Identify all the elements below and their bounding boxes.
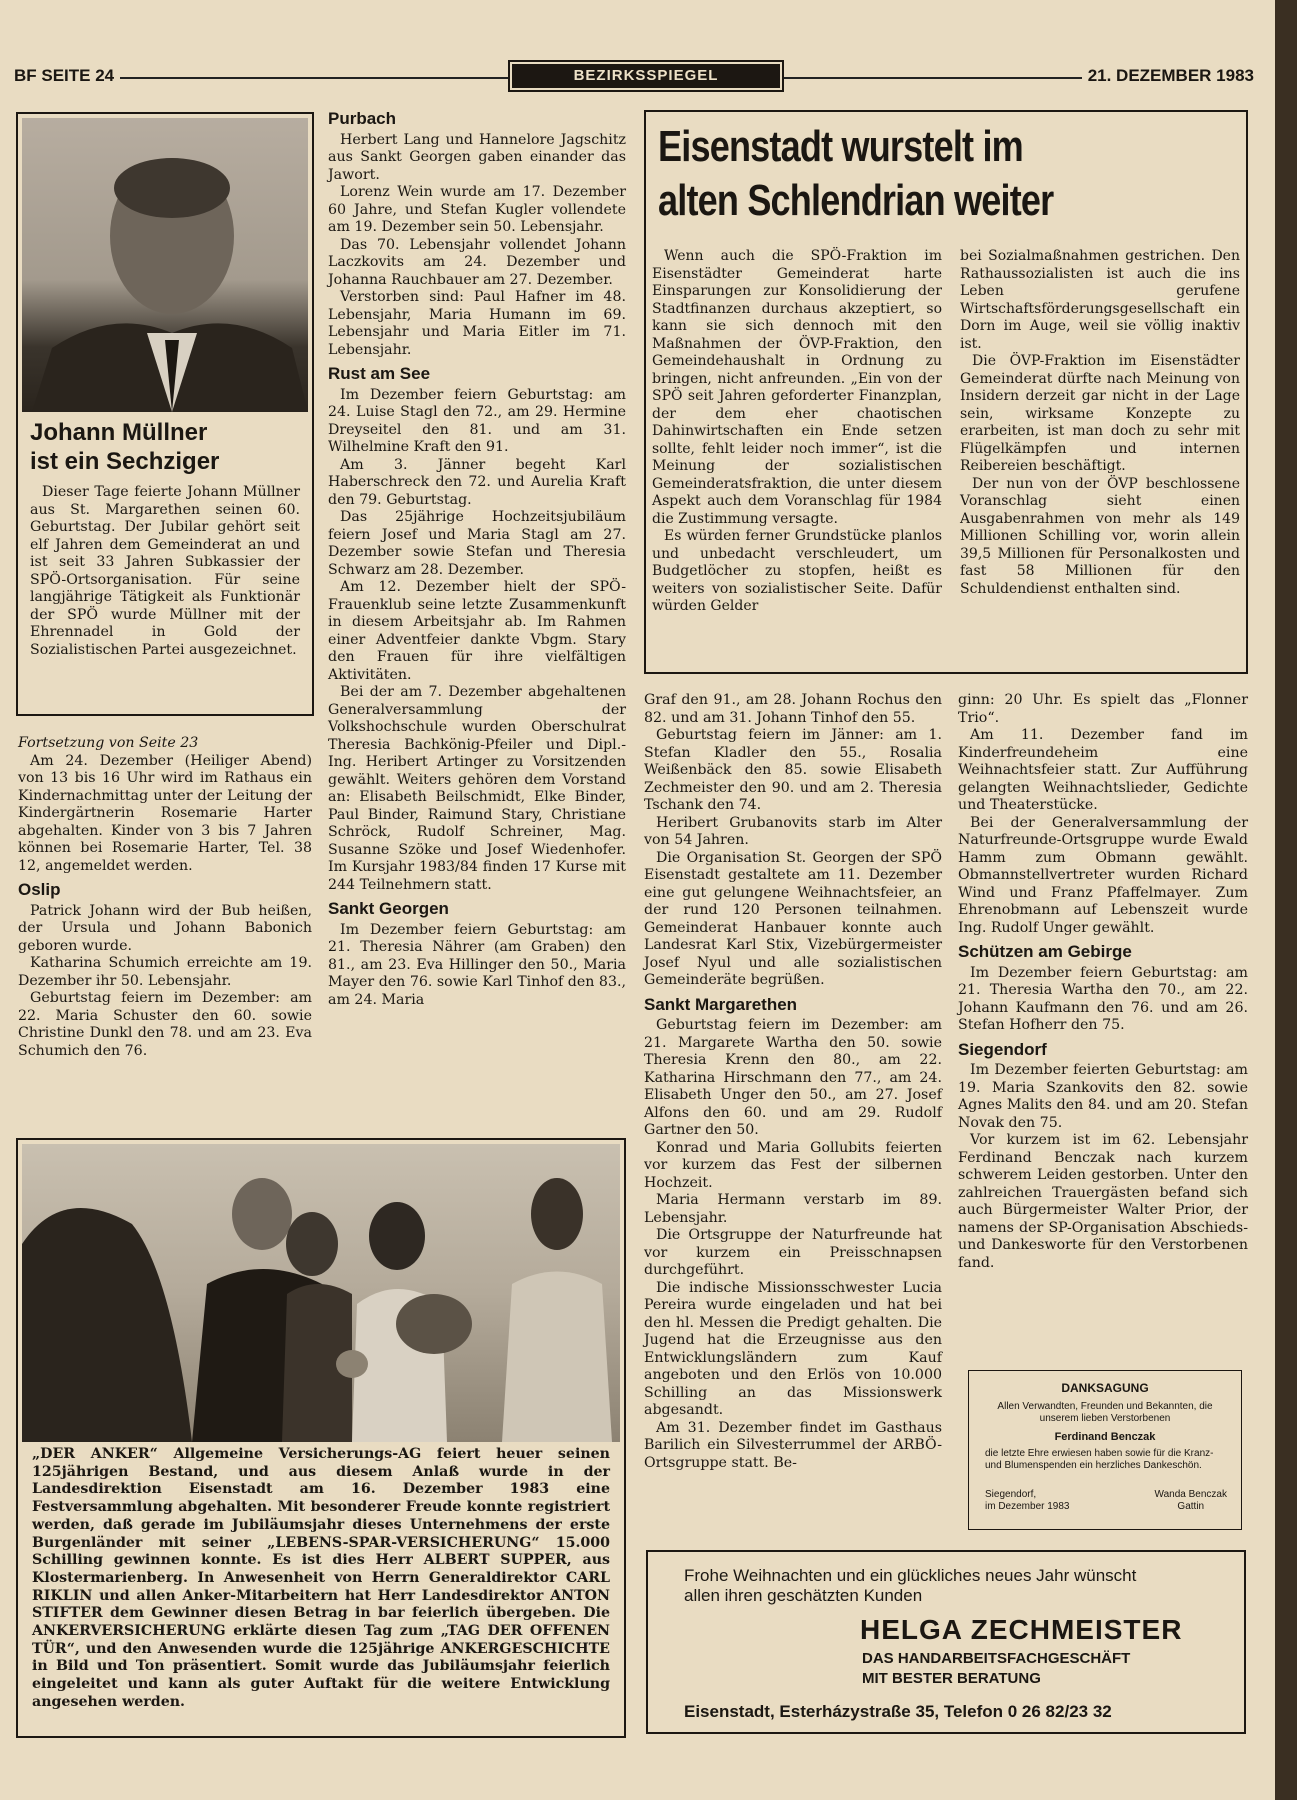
column-4 bbox=[958, 692, 1248, 1272]
col4-p3: Bei der Generalversammlung der Naturfreunde-Ortsgruppe wurde Ewald Hamm zum Obmann gewählt. Obmannstellvertreter wurden Richard Wind und Franz Pfaffelmayer. Zum Ehrenobmann auf Lebenszeit wurde Ing. Rudolf Unger gewählt. bbox=[958, 814, 1248, 936]
ad-shop-name: HELGA ZECHMEISTER bbox=[860, 1614, 1183, 1645]
danksagung-line1: Allen Verwandten, Freunden und Bekannten, die unserem lieben Verstorbenen bbox=[997, 1401, 1213, 1424]
rust-p3: Das 25jährige Hochzeitsjubiläum feiern Josef und Maria Stagl am 27. Dezember sowie Stefan und Theresia Schwarz am 28. Dezember. bbox=[328, 509, 626, 578]
rust-p5: Bei der am 7. Dezember abgehaltenen Generalversammlung der Volkshochschule wurden Oberschulrat Theresia Bachkönig-Pfeiler und Dipl.-Ing. Heribert Artinger zu Vorsitzenden gewählt. Weiters gehören dem Vorstand an: Elisabeth Beilschmidt, Elke Binder, Paul Binder, Raimund Stary, Christiane Schröck, Rudolf Schreiner, Mag. Susanne Szöke und Josef Wiedenhofer. Im Kursjahr 1983/84 finden 17 Kurse mit 244 Teilnehmern statt. bbox=[328, 684, 626, 893]
margarethen-p1: Geburtstag feiern im Dezember: am 21. Margarete Wartha den 50. sowie Theresia Krenn den 80., am 22. Katharina Hirschmann den 77., am 24. Elisabeth Unger den 50., am 27. Josef Alfons den 60. und am 29. Rudolf Gartner den 50. bbox=[644, 1017, 942, 1138]
danksagung-date: im Dezember 1983 bbox=[985, 1501, 1070, 1512]
feature-left-p2: Es würden ferner Grundstücke planlos und unbedacht verschleudert, um Budgetlöcher zu stopfen, heißt es weiters von sozialistischer Seite. Dafür würden Gelder bbox=[652, 528, 942, 614]
margarethen-p6: Am 31. Dezember findet im Gasthaus Barilich ein Silvesterrummel der ARBÖ-Ortsgruppe statt. Be- bbox=[644, 1419, 942, 1471]
photo-caption: „DER ANKER“ Allgemeine Versicherungs-AG feiert heuer seinen 125jährigen Bestand, und aus diesem Anlaß wurde in der Landesdirektion Eisenstadt am 16. Dezember 1983 eine Festversammlung abgehalten. Mit besonderer Freude konnte registriert werden, daß gerade im Jubiläumsjahr dieses Unternehmens der erste Burgenländer mit seiner „LEBENS-SPAR-VERSICHERUNG“ 15.000 Schilling gewinnen konnte. Es ist dies Herr ALBERT SUPPER, aus Klostermarienberg. In Anwesenheit von Herrn Generaldirektor CARL RIKLIN und allen Anker-Mitarbeitern hat Herr Landesdirektor ANTON STIFTER dem Gewinner diesen Betrag in bar feierlich übergeben. Die ANKERVERSICHERUNG erklärte diesen Tag zum „TAG DER OFFENEN TÜR“, und den Anwesenden wurde die 125jährige ANKERGESCHICHTE in Bild und Ton präsentiert. Somit wurde das Jubiläumsjahr feierlich eingeleitet und kann als guter Auftakt für die weitere Entwicklung angesehen werden. bbox=[32, 1446, 610, 1710]
oslip-heading: Oslip bbox=[18, 880, 61, 899]
column-1 bbox=[18, 735, 312, 1060]
rust-p2: Am 3. Jänner begeht Karl Haberschreck den 72. und Aurelia Kraft den 79. Geburtstag. bbox=[328, 456, 626, 508]
rust-p1: Im Dezember feiern Geburtstag: am 24. Luise Stagl den 72., am 29. Hermine Dreyseitel den 81. und am 31. Wilhelmine Kraft den 91. bbox=[328, 386, 626, 455]
purbach-p2: Lorenz Wein wurde am 17. Dezember 60 Jahre, und Stefan Kugler vollendete am 19. Dezember sein 50. Lebensjahr. bbox=[328, 184, 626, 235]
col3-p3: Heribert Grubanovits starb im Alter von 54 Jahren. bbox=[644, 814, 942, 848]
col4-p2: Am 11. Dezember fand im Kinderfreundeheim eine Weihnachtsfeier statt. Zur Aufführung gelangten Weihnachtslieder, Gedichte und Theaterstücke. bbox=[958, 727, 1248, 813]
georgen-heading: Sankt Georgen bbox=[328, 899, 449, 918]
column-3 bbox=[644, 692, 942, 1472]
profile-title-line2: ist ein Sechziger bbox=[30, 448, 220, 475]
profile-body: Dieser Tage feierte Johann Müllner aus St. Margarethen seinen 60. Geburtstag. Der Jubilar gehört seit elf Jahren dem Gemeinderat an und ist seit 33 Jahren Subkassier der SPÖ-Ortsorganisation. Für seine langjährige Tätigkeit als Funktionär der SPÖ wurde Müllner mit der Ehrennadel in Gold der Sozialistischen Partei ausgezeichnet. bbox=[30, 484, 300, 658]
danksagung-signer: Wanda Benczak bbox=[1154, 1489, 1227, 1500]
ad-greeting-line2: allen ihren geschätzten Kunden bbox=[684, 1586, 923, 1605]
danksagung-box bbox=[968, 1370, 1242, 1530]
ad-address: Eisenstadt, Esterházystraße 35, Telefon 0 26 82/23 32 bbox=[684, 1702, 1112, 1721]
event-photo-illustration bbox=[22, 1144, 620, 1442]
col3-p1: Graf den 91., am 28. Johann Rochus den 82. und am 31. Johann Tinhof den 55. bbox=[644, 692, 942, 726]
col3-p2: Geburtstag feiern im Jänner: am 1. Stefan Kladler den 55., Rosalia Weißenbäck den 85. sowie Elisabeth Zechmeister den 90. und am 2. Theresia Tschank den 74. bbox=[644, 727, 942, 813]
feature-title-line1: Eisenstadt wurstelt im bbox=[658, 122, 1023, 171]
purbach-heading: Purbach bbox=[328, 109, 397, 128]
purbach-p3: Das 70. Lebensjahr vollendet Johann Laczkovits am 24. Dezember und Johanna Rauchbauer am 27. Dezember. bbox=[328, 236, 626, 288]
feature-box bbox=[644, 110, 1248, 674]
profile-title-line1: Johann Müllner bbox=[30, 419, 208, 446]
feature-left-column bbox=[652, 248, 942, 616]
oslip-p3: Geburtstag feiern im Dezember: am 22. Maria Schuster den 60. sowie Christine Dunkl den 78. und am 23. Eva Schumich den 76. bbox=[18, 990, 312, 1059]
margarethen-p5: Die indische Missionsschwester Lucia Pereira wurde eingeladen und hat bei den hl. Messen die Predigt gehalten. Die Jugend hat die Erzeugnisse aus den Entwicklungsländern zum Kauf angeboten und den Erlös von 10.000 Schilling an das Missionswerk abgesandt. bbox=[644, 1279, 942, 1418]
purbach-p1: Herbert Lang und Hannelore Jagschitz aus Sankt Georgen gaben einander das Jawort. bbox=[328, 131, 626, 183]
siegendorf-p2: Vor kurzem ist im 62. Lebensjahr Ferdinand Benczak nach kurzem schwerem Leiden gestorben. Unter den zahlreichen Trauergästen befand sich auch Bürgermeister Walter Prior, der namens der SP-Organisation Abschieds- und Dankesworte für den Verstorbenen fand. bbox=[958, 1132, 1248, 1271]
feature-right-column bbox=[960, 248, 1240, 598]
profile-box bbox=[16, 112, 314, 716]
page-number: BF SEITE 24 bbox=[14, 66, 120, 86]
oslip-p2: Katharina Schumich erreichte am 19. Dezember ihr 50. Lebensjahr. bbox=[18, 955, 312, 989]
portrait-illustration bbox=[22, 118, 308, 412]
danksagung-line2: die letzte Ehre erwiesen haben sowie für die Kranz- und Blumenspenden ein herzliches Dankeschön. bbox=[985, 1448, 1214, 1471]
georgen-p1: Im Dezember feiern Geburtstag: am 21. Theresia Nährer (am Graben) den 81., am 23. Eva Hillinger den 50., Maria Mayer den 76. sowie Karl Tinhof den 83., am 24. Maria bbox=[328, 921, 626, 1008]
feature-right-p2: Die ÖVP-Fraktion im Eisenstädter Gemeinderat dürfte nach Meinung von Insidern derzeit gar nicht in der Lage sein, wirksame Konzepte zu erarbeiten, ist man doch zu sehr mit Flügelkämpfen und internen Reibereien beschäftigt. bbox=[960, 353, 1240, 474]
margarethen-heading: Sankt Margarethen bbox=[644, 994, 798, 1014]
siegendorf-heading: Siegendorf bbox=[958, 1039, 1047, 1059]
oslip-p1: Patrick Johann wird der Bub heißen, der Ursula und Johann Babonich geboren wurde. bbox=[18, 902, 312, 954]
siegendorf-p1: Im Dezember feierten Geburtstag: am 19. Maria Szankovits den 82. sowie Agnes Malits den 84. und am 20. Stefan Novak den 75. bbox=[958, 1062, 1248, 1131]
page-binding-edge bbox=[1275, 0, 1297, 1800]
schuetzen-p1: Im Dezember feiern Geburtstag: am 21. Theresia Wartha den 70., am 22. Johann Kaufmann den 76. und am 26. Stefan Hofherr den 75. bbox=[958, 964, 1248, 1033]
rust-p4: Am 12. Dezember hielt der SPÖ-Frauenklub seine letzte Zusammenkunft in diesem Arbeitsjahr ab. Im Rahmen einer Adventfeier dankte Vbgm. Stary den Frauen für ihre vielfältigen Aktivitäten. bbox=[328, 579, 626, 683]
advertisement-box bbox=[646, 1550, 1246, 1734]
ad-tagline-2: MIT BESTER BERATUNG bbox=[862, 1670, 1041, 1687]
ad-greeting-line1: Frohe Weihnachten und ein glückliches neues Jahr wünscht bbox=[684, 1566, 1137, 1585]
col4-p1: ginn: 20 Uhr. Es spielt das „Flonner Trio“. bbox=[958, 692, 1248, 726]
col3-p4: Die Organisation St. Georgen der SPÖ Eisenstadt gestaltete am 11. Dezember eine gut gelungene Weihnachtsfeier, an der rund 120 Personen teilnahmen. Gemeinderat Hanbauer konnte auch Landesrat Karl Stix, Vizebürgermeister Josef Nyul und alle sozialistischen Gemeinderäte begrüßen. bbox=[644, 849, 942, 988]
issue-date: 21. DEZEMBER 1983 bbox=[1082, 66, 1254, 86]
margarethen-p3: Maria Hermann verstarb im 89. Lebensjahr. bbox=[644, 1192, 942, 1226]
schuetzen-heading: Schützen am Gebirge bbox=[958, 942, 1132, 961]
column-2 bbox=[328, 110, 626, 1009]
ad-tagline-1: DAS HANDARBEITSFACHGESCHÄFT bbox=[862, 1650, 1131, 1667]
feature-right-p3: Der nun von der ÖVP beschlossene Voranschlag sieht einen Ausgabenrahmen von mehr als 149 Millionen Schilling vor, worin allein 39,5 Millionen für Personalkosten und fast 58 Millionen für den Schuldendienst enthalten sind. bbox=[960, 475, 1240, 597]
rust-heading: Rust am See bbox=[328, 364, 431, 383]
danksagung-name: Ferdinand Benczak bbox=[1054, 1431, 1156, 1443]
feature-right-p1: bei Sozialmaßnahmen gestrichen. Den Rathaussozialisten ist auch die ins Leben gerufene Wirtschaftsförderungsgesellschaft ein Dorn im Auge, weil sie völlig inaktiv ist. bbox=[960, 248, 1240, 352]
margarethen-p2: Konrad und Maria Gollubits feierten vor kurzem das Fest der silbernen Hochzeit. bbox=[644, 1139, 942, 1191]
danksagung-role: Gattin bbox=[1177, 1501, 1205, 1512]
danksagung-place: Siegendorf, bbox=[985, 1489, 1037, 1500]
danksagung-title: DANKSAGUNG bbox=[1061, 1381, 1149, 1395]
page-header bbox=[14, 66, 1254, 92]
feature-title-line2: alten Schlendrian weiter bbox=[658, 176, 1054, 225]
photo-caption-box bbox=[16, 1138, 626, 1738]
purbach-p4: Verstorben sind: Paul Hafner im 48. Lebensjahr, Maria Humann im 69. Lebensjahr und Maria Eitler im 71. Lebensjahr. bbox=[328, 289, 626, 358]
margarethen-p4: Die Ortsgruppe der Naturfreunde hat vor kurzem ein Preisschnapsen durchgeführt. bbox=[644, 1227, 942, 1278]
section-title: BEZIRKSSPIEGEL bbox=[510, 62, 782, 90]
feature-left-p1: Wenn auch die SPÖ-Fraktion im Eisenstädter Gemeinderat harte Einsparungen zur Konsolidierung der Stadtfinanzen durchaus akzeptiert, so kann sie sich dennoch mit den Maßnahmen der ÖVP-Fraktion, den Gemeindehaushalt in Ordnung zu bringen, nicht anfreunden. „Ein von der SPÖ seit Jahren geforderter Finanzplan, der dem eher chaotischen Dahinwirtschaften ein Ende setzen sollte, fehlt leider noch immer“, ist die Meinung der sozialistischen Gemeinderatsfraktion, die unter diesem Aspekt auch dem Voranschlag für 1984 die Zustimmung versagte. bbox=[652, 248, 942, 527]
continued-note: Fortsetzung von Seite 23 bbox=[18, 735, 199, 751]
event-photo bbox=[22, 1144, 620, 1442]
col1-p1: Am 24. Dezember (Heiliger Abend) von 13 bis 16 Uhr wird im Rathaus ein Kindernachmittag unter der Leitung der Kindergärtnerin Rosemarie Harter abgehalten. Kinder von 3 bis 7 Jahren können bei Rosemarie Harter, Tel. 38 12, angemeldet werden. bbox=[18, 752, 312, 874]
portrait-photo bbox=[22, 118, 308, 412]
